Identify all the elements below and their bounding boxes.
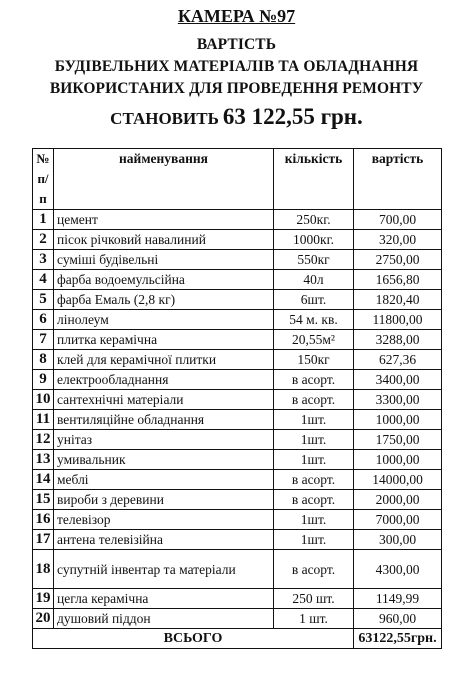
item-cost: 320,00 [354, 230, 442, 250]
item-quantity: 1шт. [274, 410, 354, 430]
item-name: умивальник [54, 450, 274, 470]
item-quantity: 1шт. [274, 530, 354, 550]
column-header-cost: вартість [354, 149, 442, 210]
item-cost: 1656,80 [354, 270, 442, 290]
item-cost: 7000,00 [354, 510, 442, 530]
row-number: 3 [33, 250, 54, 270]
table-row [33, 250, 442, 270]
item-cost: 4300,00 [354, 550, 442, 589]
item-cost: 3400,00 [354, 370, 442, 390]
item-quantity: 54 м. кв. [274, 310, 354, 330]
table-row [33, 350, 442, 370]
table-row [33, 310, 442, 330]
item-name: електрообладнання [54, 370, 274, 390]
item-name: антена телевізійна [54, 530, 274, 550]
table-row [33, 609, 442, 629]
item-name: суміші будівельні [54, 250, 274, 270]
table-row [33, 550, 442, 589]
item-name: супутній інвентар та матеріали [54, 550, 274, 589]
item-name: душовий піддон [54, 609, 274, 629]
table-row [33, 270, 442, 290]
table-row [33, 530, 442, 550]
item-name: клей для керамічної плитки [54, 350, 274, 370]
table-row [33, 330, 442, 350]
item-cost: 300,00 [354, 530, 442, 550]
row-number: 20 [33, 609, 54, 629]
row-number: 15 [33, 490, 54, 510]
table-row [33, 470, 442, 490]
item-quantity: в асорт. [274, 470, 354, 490]
table-total-row [33, 629, 442, 649]
item-quantity: 6шт. [274, 290, 354, 310]
item-quantity: 250кг. [274, 210, 354, 230]
item-name: вироби з деревини [54, 490, 274, 510]
item-cost: 2000,00 [354, 490, 442, 510]
item-name: фарба водоемульсійна [54, 270, 274, 290]
row-number: 18 [33, 550, 54, 589]
item-quantity: 1шт. [274, 450, 354, 470]
document-title: КАМЕРА №97 [177, 6, 296, 26]
item-name: фарба Емаль (2,8 кг) [54, 290, 274, 310]
item-name: цемент [54, 210, 274, 230]
total-statement [0, 104, 473, 130]
item-cost: 1000,00 [354, 410, 442, 430]
table-row [33, 290, 442, 310]
item-cost: 3288,00 [354, 330, 442, 350]
item-quantity: 250 шт. [274, 589, 354, 609]
item-cost: 11800,00 [354, 310, 442, 330]
row-number: 9 [33, 370, 54, 390]
table-header-row [33, 149, 442, 210]
heading-line-1: ВАРТІСТЬ [196, 36, 277, 53]
item-quantity: 1шт. [274, 430, 354, 450]
item-name: меблі [54, 470, 274, 490]
total-label: ВСЬОГО [33, 629, 354, 649]
table-row [33, 390, 442, 410]
materials-table [32, 148, 442, 649]
item-quantity: 20,55м² [274, 330, 354, 350]
item-quantity: 40л [274, 270, 354, 290]
total-statement-label: СТАНОВИТЬ [110, 109, 219, 128]
column-header-name: найменування [54, 149, 274, 210]
table-body [33, 210, 442, 629]
item-quantity: 1000кг. [274, 230, 354, 250]
column-header-number [33, 149, 54, 210]
item-cost: 1000,00 [354, 450, 442, 470]
item-name: лінолеум [54, 310, 274, 330]
table-row [33, 450, 442, 470]
table-row [33, 490, 442, 510]
row-number: 13 [33, 450, 54, 470]
row-number: 14 [33, 470, 54, 490]
item-cost: 960,00 [354, 609, 442, 629]
table-row [33, 210, 442, 230]
row-number: 2 [33, 230, 54, 250]
row-number: 12 [33, 430, 54, 450]
item-name: унітаз [54, 430, 274, 450]
heading-line-2: БУДІВЕЛЬНИХ МАТЕРІАЛІВ ТА ОБЛАДНАННЯ [54, 58, 419, 75]
table-row [33, 430, 442, 450]
item-name: сантехнічні матеріали [54, 390, 274, 410]
item-name: пісок річковий навалиний [54, 230, 274, 250]
item-cost: 1149,99 [354, 589, 442, 609]
row-number: 19 [33, 589, 54, 609]
row-number: 5 [33, 290, 54, 310]
item-quantity: 150кг [274, 350, 354, 370]
item-name: цегла керамічна [54, 589, 274, 609]
item-name: плитка керамічна [54, 330, 274, 350]
row-number: 1 [33, 210, 54, 230]
table-row [33, 370, 442, 390]
table-row [33, 510, 442, 530]
row-number: 17 [33, 530, 54, 550]
item-cost: 700,00 [354, 210, 442, 230]
item-cost: 3300,00 [354, 390, 442, 410]
row-number: 10 [33, 390, 54, 410]
item-quantity: 1шт. [274, 510, 354, 530]
row-number: 7 [33, 330, 54, 350]
column-header-quantity: кількість [274, 149, 354, 210]
item-quantity: 1 шт. [274, 609, 354, 629]
heading-line-3: ВИКОРИСТАНИХ ДЛЯ ПРОВЕДЕННЯ РЕМОНТУ [49, 80, 424, 97]
row-number: 4 [33, 270, 54, 290]
total-statement-amount: 63 122,55 грн. [222, 104, 363, 129]
row-number: 6 [33, 310, 54, 330]
item-cost: 1750,00 [354, 430, 442, 450]
row-number: 16 [33, 510, 54, 530]
item-quantity: 550кг [274, 250, 354, 270]
row-number: 11 [33, 410, 54, 430]
column-header-number-part: № [36, 151, 50, 166]
table-row [33, 589, 442, 609]
item-quantity: в асорт. [274, 370, 354, 390]
item-quantity: в асорт. [274, 390, 354, 410]
total-value: 63122,55грн. [354, 629, 442, 649]
item-name: телевізор [54, 510, 274, 530]
item-quantity: в асорт. [274, 550, 354, 589]
item-quantity: в асорт. [274, 490, 354, 510]
item-cost: 2750,00 [354, 250, 442, 270]
item-cost: 1820,40 [354, 290, 442, 310]
item-cost: 627,36 [354, 350, 442, 370]
item-name: вентиляційне обладнання [54, 410, 274, 430]
column-header-number-part: п/п [37, 171, 49, 206]
item-cost: 14000,00 [354, 470, 442, 490]
table-row [33, 410, 442, 430]
row-number: 8 [33, 350, 54, 370]
table-row [33, 230, 442, 250]
